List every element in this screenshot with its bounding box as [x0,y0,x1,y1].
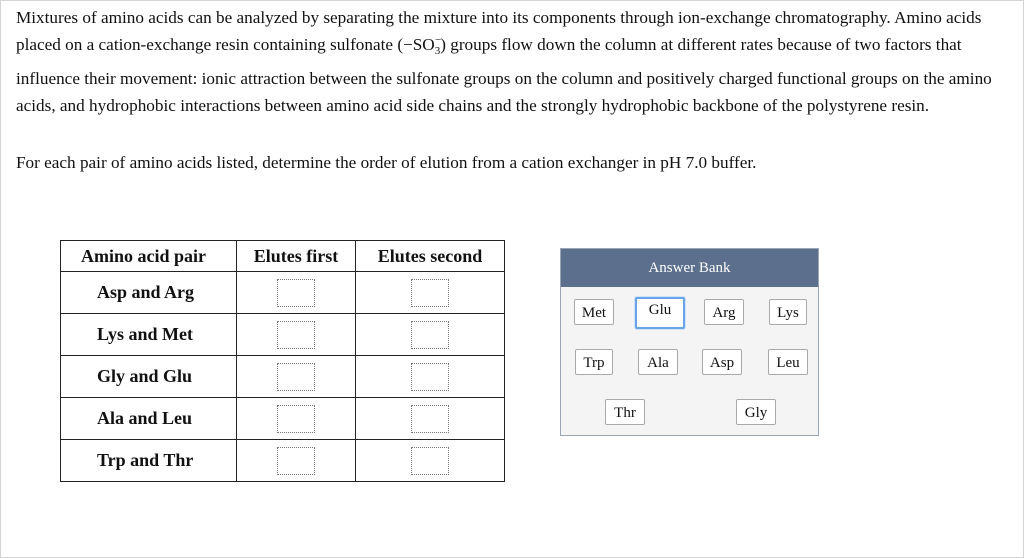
pair-label: Trp and Thr [61,440,237,482]
table-row [61,440,505,482]
drop-target-first[interactable] [277,447,315,475]
header-elutes-first: Elutes first [237,241,356,272]
table-row [61,356,505,398]
pair-label: Asp and Arg [61,272,237,314]
chip-thr[interactable]: Thr [605,399,645,425]
intro-text-part1: Mixtures of amino acids can be analyzed by separating the mixture into its components through ion-exchange chromatography. Amino acids placed on a cation-exchange resin containing sulfonate ( [16,8,982,54]
intro-text-part2: ) groups flow down the column at different rates because of two factors that influence their movement: ionic attraction between the sulfonate groups on the column and positively charged functional groups on the amino acids, and hydrophobic interactions between amino acid side chains and the strongly hydrophobic backbone of the polystyrene resin. [16,35,992,116]
drop-target-second[interactable] [411,363,449,391]
drop-target-first[interactable] [277,321,315,349]
chip-lys[interactable]: Lys [769,299,807,325]
drop-target-first[interactable] [277,363,315,391]
table-row [61,398,505,440]
header-elutes-second: Elutes second [356,241,505,272]
instruction-text: For each pair of amino acids listed, determine the order of elution from a cation exchanger in pH 7.0 buffer. [16,153,757,172]
chip-glu[interactable]: Glu [635,297,685,329]
chip-ala[interactable]: Ala [638,349,678,375]
table-row [61,314,505,356]
table-row [61,272,505,314]
sulfonate-formula: $-SO_3$ − [403,34,442,58]
drop-target-second[interactable] [411,447,449,475]
chip-trp[interactable]: Trp [575,349,613,375]
drop-target-second[interactable] [411,279,449,307]
drop-target-second[interactable] [411,405,449,433]
header-amino-acid-pair: Amino acid pair [61,241,237,272]
intro-paragraph [16,4,1011,119]
chip-leu[interactable]: Leu [768,349,808,375]
chip-met[interactable]: Met [574,299,614,325]
answer-bank-title: Answer Bank [561,249,818,287]
pair-label: Gly and Glu [61,356,237,398]
chip-asp[interactable]: Asp [702,349,742,375]
answer-bank [560,248,819,436]
drop-target-second[interactable] [411,321,449,349]
table-header-row [61,241,505,272]
elution-table [60,240,505,482]
chip-gly[interactable]: Gly [736,399,776,425]
chip-arg[interactable]: Arg [704,299,744,325]
pair-label: Ala and Leu [61,398,237,440]
drop-target-first[interactable] [277,405,315,433]
pair-label: Lys and Met [61,314,237,356]
drop-target-first[interactable] [277,279,315,307]
